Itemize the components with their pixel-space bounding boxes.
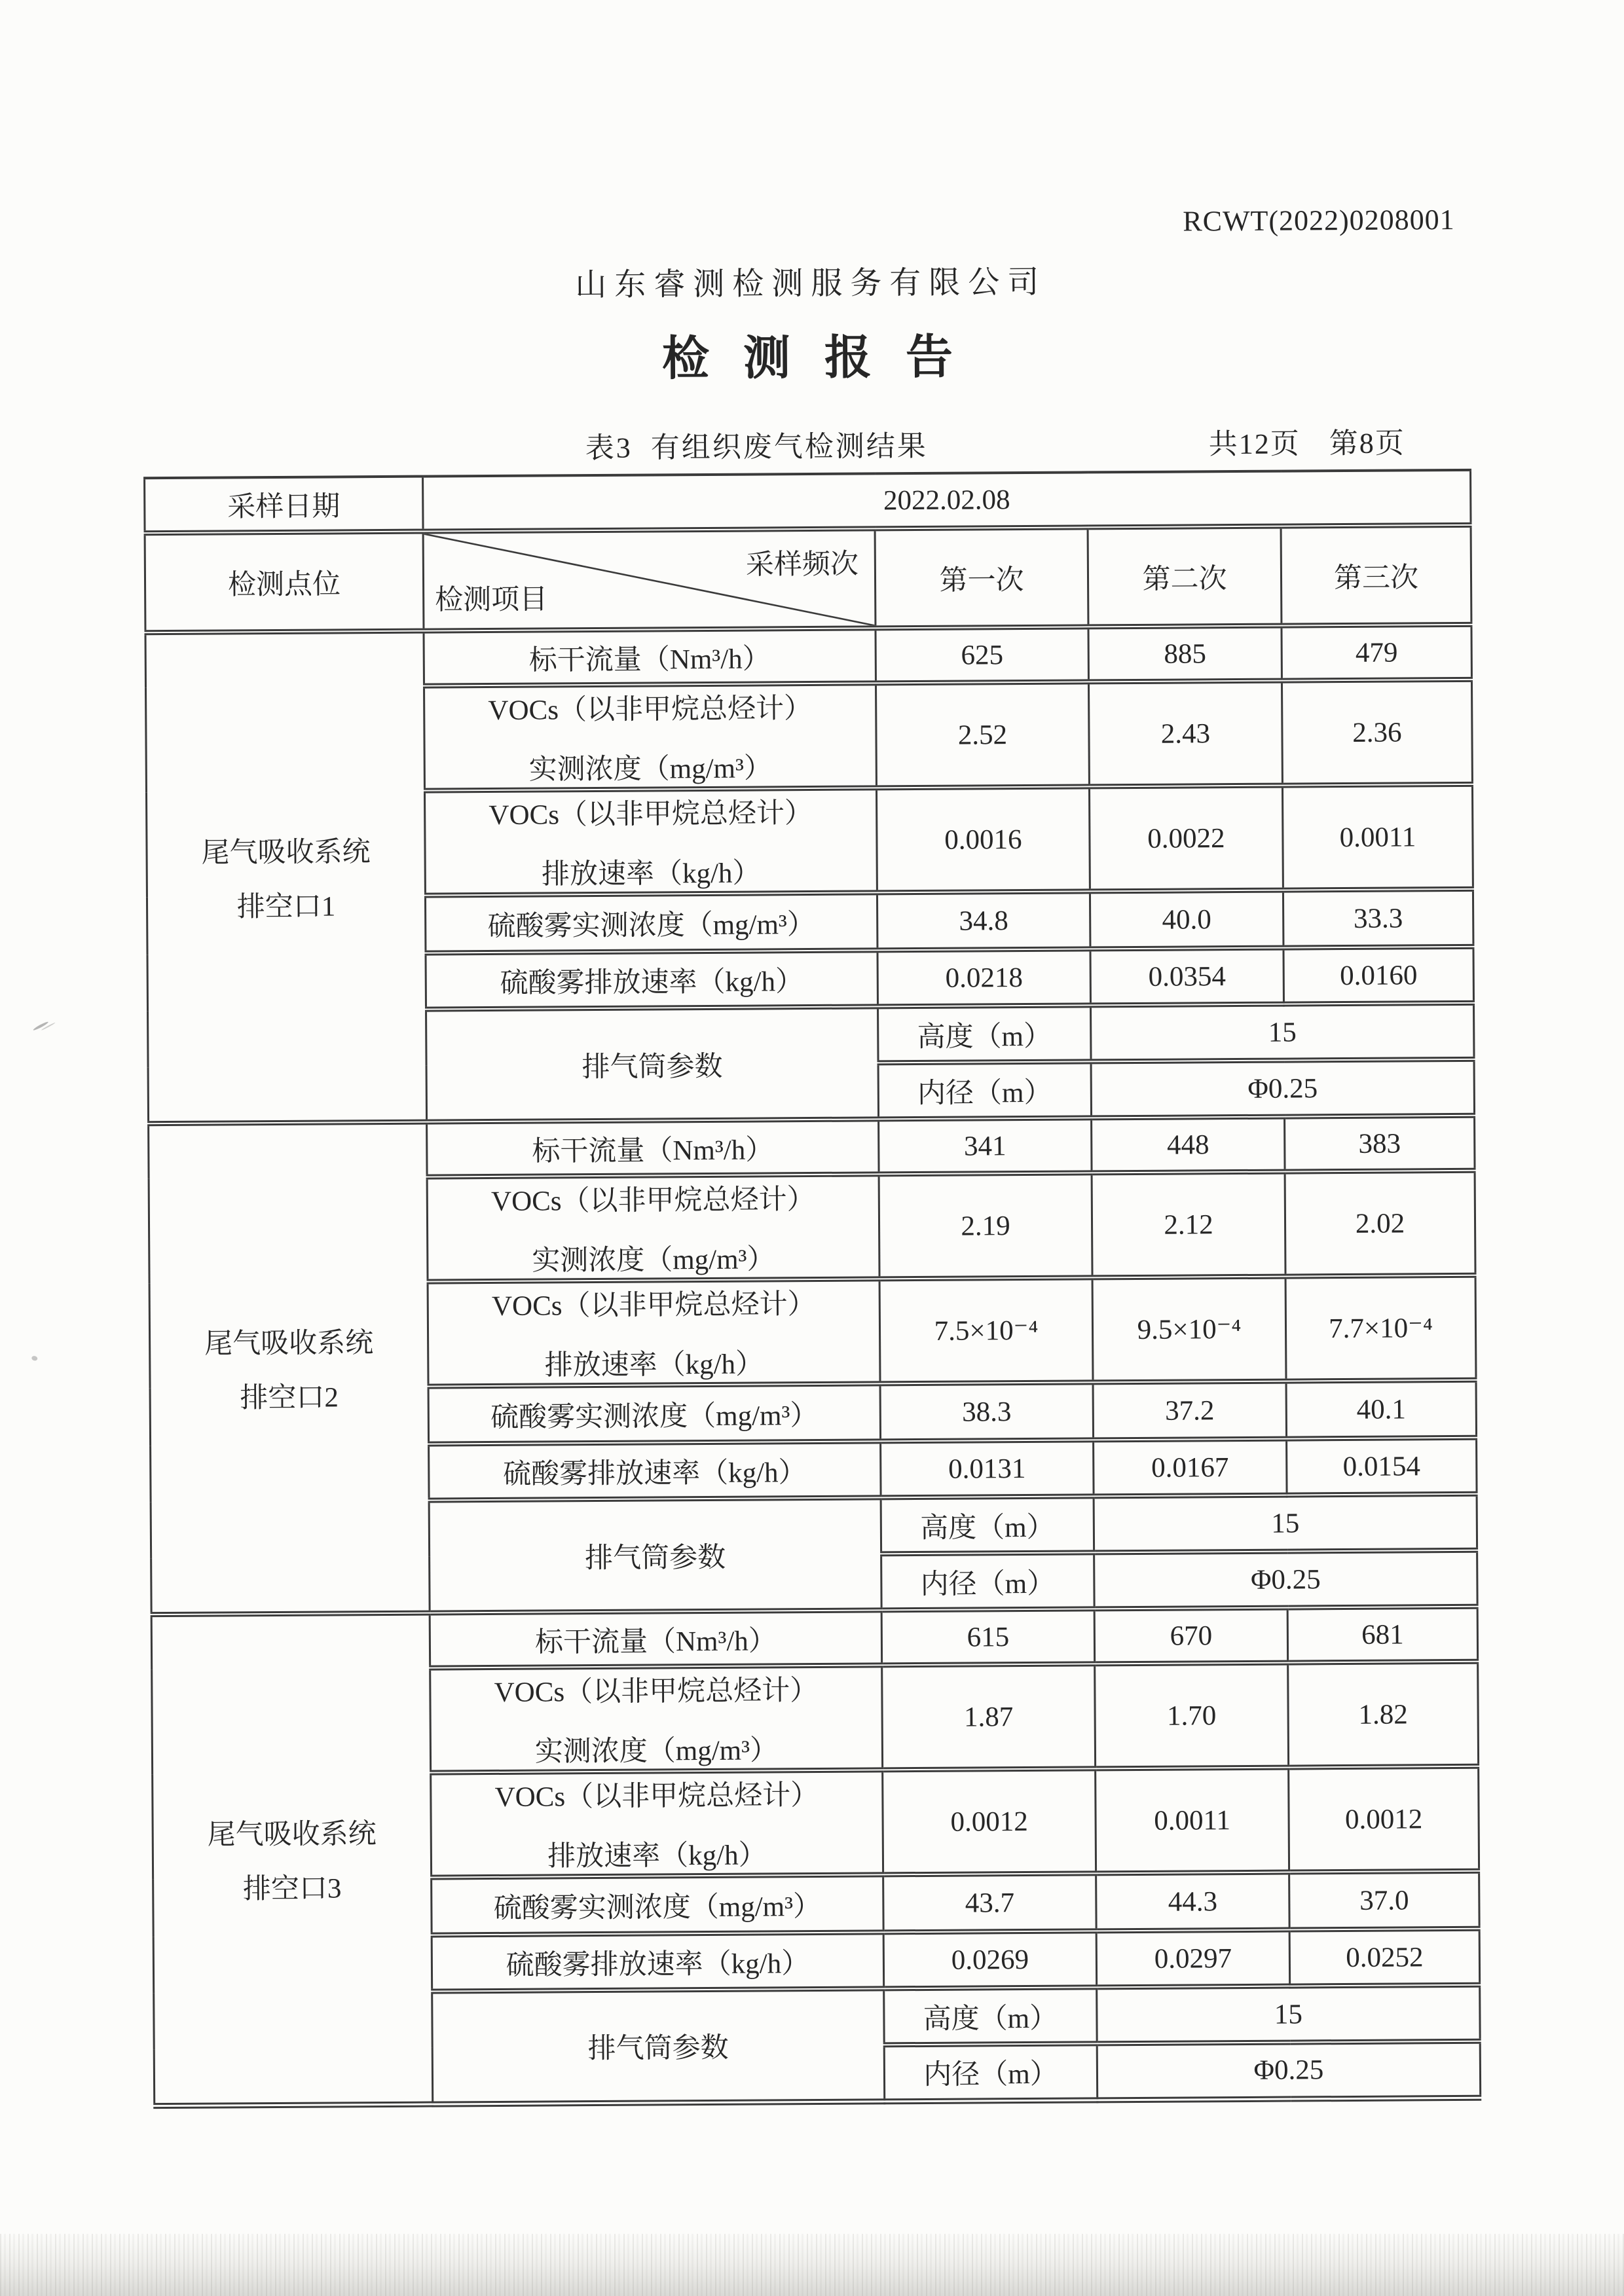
diag-label-item: 检测项目: [435, 584, 548, 616]
value-cell: 37.0: [1289, 1871, 1480, 1930]
value-cell: 40.1: [1286, 1380, 1477, 1439]
stack-diameter-value: Φ0.25: [1091, 1059, 1475, 1118]
value-cell: 615: [881, 1609, 1095, 1665]
results-table: [143, 469, 1481, 2109]
stack-height-value: 15: [1094, 1494, 1477, 1553]
value-cell: 0.0022: [1089, 786, 1283, 892]
value-cell: 383: [1285, 1116, 1475, 1172]
monitoring-point-cell: [151, 1613, 433, 2106]
stack-height-label: 高度（m）: [881, 1496, 1094, 1554]
point-column-header: 检测点位: [145, 532, 424, 633]
scan-speck-artifact: [33, 1021, 49, 1031]
item-label-line1: VOCs（以非甲烷总烃计）: [491, 1288, 816, 1322]
stack-height-value: 15: [1097, 1985, 1481, 2044]
value-cell: 681: [1287, 1607, 1478, 1663]
stack-diameter-value: Φ0.25: [1094, 1550, 1478, 1609]
item-label: [427, 1174, 879, 1281]
value-cell: 670: [1094, 1608, 1288, 1664]
value-cell: 0.0354: [1090, 948, 1284, 1006]
stack-height-label: 高度（m）: [884, 1987, 1098, 2045]
item-label: [431, 1770, 883, 1877]
item-label: 硫酸雾排放速率（kg/h）: [429, 1441, 881, 1500]
company-name: 山东睿测检测服务有限公司: [575, 264, 1047, 303]
item-label: 标干流量（Nm³/h）: [430, 1610, 882, 1667]
item-label: 硫酸雾实测浓度（mg/m³）: [428, 1383, 881, 1444]
value-cell: 2.19: [879, 1173, 1092, 1279]
item-label: 标干流量（Nm³/h）: [427, 1119, 879, 1176]
value-cell: 2.43: [1088, 681, 1282, 787]
value-cell: 9.5×10⁻⁴: [1092, 1277, 1286, 1383]
value-cell: 7.5×10⁻⁴: [879, 1277, 1093, 1383]
point-name-line2: 排空口1: [236, 891, 336, 923]
diag-label-frequency: 采样频次: [745, 549, 859, 581]
item-label: 硫酸雾实测浓度（mg/m³）: [425, 892, 877, 953]
stack-params-label: 排气筒参数: [429, 1497, 881, 1613]
table-row: [145, 625, 1471, 687]
item-label-line2: 实测浓度（mg/m³）: [534, 1735, 779, 1768]
item-label-line1: VOCs（以非甲烷总烃计）: [490, 1184, 815, 1217]
item-label-line2: 排放速率（kg/h）: [541, 858, 761, 890]
item-label-line1: VOCs（以非甲烷总烃计）: [488, 693, 813, 727]
point-name-line2: 排空口3: [242, 1873, 342, 1905]
value-cell: 0.0218: [877, 949, 1091, 1006]
value-cell: 341: [879, 1118, 1092, 1174]
stack-params-label: 排气筒参数: [432, 1988, 885, 2104]
item-label: [424, 788, 877, 895]
value-cell: 0.0154: [1287, 1438, 1477, 1495]
page-indicator: [1209, 419, 1405, 462]
value-cell: 479: [1282, 625, 1472, 681]
table-row: [149, 1116, 1475, 1178]
value-cell: 0.0011: [1096, 1768, 1289, 1874]
report-number: RCWT(2022)0208001: [1183, 203, 1455, 238]
header-row: [145, 525, 1471, 632]
value-cell: 625: [876, 627, 1089, 683]
stack-diameter-label: 内径（m）: [881, 1552, 1095, 1610]
scan-speck-artifact: [31, 1355, 38, 1361]
point-name-line1: 尾气吸收系统: [204, 1328, 374, 1360]
diagonal-header-cell: [423, 528, 876, 630]
value-cell: 2.12: [1092, 1172, 1285, 1278]
item-label: 硫酸雾实测浓度（mg/m³）: [432, 1874, 884, 1935]
table-caption: [585, 422, 928, 466]
value-cell: 2.02: [1285, 1171, 1475, 1277]
value-cell: 43.7: [883, 1873, 1097, 1932]
value-cell: 0.0252: [1289, 1929, 1480, 1986]
table-row: [151, 1607, 1477, 1669]
value-cell: 0.0269: [883, 1931, 1097, 1988]
item-label: 标干流量（Nm³/h）: [424, 628, 876, 685]
table-caption-number: 表3: [585, 431, 633, 465]
value-cell: 37.2: [1093, 1381, 1287, 1440]
pages-total: 共12页: [1208, 428, 1301, 461]
table-caption-text: 有组织废气检测结果: [650, 429, 928, 464]
stack-diameter-label: 内径（m）: [884, 2043, 1098, 2101]
stack-height-label: 高度（m）: [878, 1005, 1092, 1063]
value-cell: 40.0: [1090, 890, 1283, 949]
item-label: 硫酸雾排放速率（kg/h）: [432, 1932, 884, 1991]
item-label: [424, 683, 877, 790]
value-cell: 33.3: [1283, 889, 1473, 948]
stack-height-value: 15: [1091, 1003, 1475, 1062]
item-label-line1: VOCs（以非甲烷总烃计）: [489, 797, 813, 831]
page-current: 第8页: [1329, 427, 1405, 460]
item-label: [430, 1665, 883, 1772]
value-cell: 0.0012: [883, 1768, 1096, 1874]
value-cell: 1.70: [1095, 1663, 1289, 1769]
value-cell: 0.0167: [1094, 1439, 1287, 1497]
sampling-date-value: 2022.02.08: [423, 470, 1471, 532]
value-cell: 1.82: [1288, 1662, 1479, 1768]
item-label-line2: 排放速率（kg/h）: [547, 1840, 767, 1872]
value-cell: 2.36: [1282, 680, 1472, 786]
point-name-line2: 排空口2: [240, 1382, 339, 1414]
point-name-line1: 尾气吸收系统: [207, 1818, 377, 1851]
stack-diameter-value: Φ0.25: [1097, 2041, 1481, 2100]
item-label-line2: 实测浓度（mg/m³）: [528, 753, 773, 786]
report-title: 检测报告: [661, 331, 987, 386]
sampling-date-label: 采样日期: [145, 477, 424, 534]
value-cell: 448: [1092, 1117, 1285, 1173]
value-cell: 38.3: [880, 1382, 1094, 1441]
item-label-line1: VOCs（以非甲烷总烃计）: [494, 1779, 819, 1813]
value-cell: 0.0297: [1096, 1930, 1290, 1988]
value-cell: 34.8: [877, 891, 1090, 950]
value-cell: 0.0016: [876, 786, 1090, 892]
freq-header-3: 第三次: [1281, 525, 1471, 626]
value-cell: 7.7×10⁻⁴: [1285, 1275, 1476, 1381]
sampling-date-row: [145, 470, 1471, 533]
value-cell: 0.0012: [1289, 1766, 1479, 1872]
item-label-line2: 实测浓度（mg/m³）: [532, 1244, 775, 1277]
monitoring-point-cell: [149, 1122, 430, 1615]
freq-header-1: 第一次: [875, 527, 1088, 628]
value-cell: 2.52: [876, 682, 1089, 788]
value-cell: 44.3: [1096, 1872, 1290, 1931]
value-cell: 885: [1088, 626, 1282, 682]
item-label-line2: 排放速率（kg/h）: [544, 1349, 764, 1381]
stack-params-label: 排气筒参数: [426, 1006, 879, 1121]
value-cell: 0.0160: [1283, 947, 1474, 1004]
item-label: [428, 1279, 880, 1386]
monitoring-point-cell: [145, 631, 427, 1124]
value-cell: 0.0131: [881, 1440, 1094, 1497]
stack-diameter-label: 内径（m）: [878, 1061, 1092, 1119]
item-label: 硫酸雾排放速率（kg/h）: [426, 950, 878, 1009]
point-name-line1: 尾气吸收系统: [201, 837, 371, 869]
value-cell: 1.87: [882, 1664, 1096, 1770]
value-cell: 0.0011: [1282, 784, 1473, 890]
item-label-line1: VOCs（以非甲烷总烃计）: [494, 1675, 819, 1708]
freq-header-2: 第二次: [1088, 526, 1282, 627]
scan-edge-artifact: [0, 2234, 1624, 2296]
